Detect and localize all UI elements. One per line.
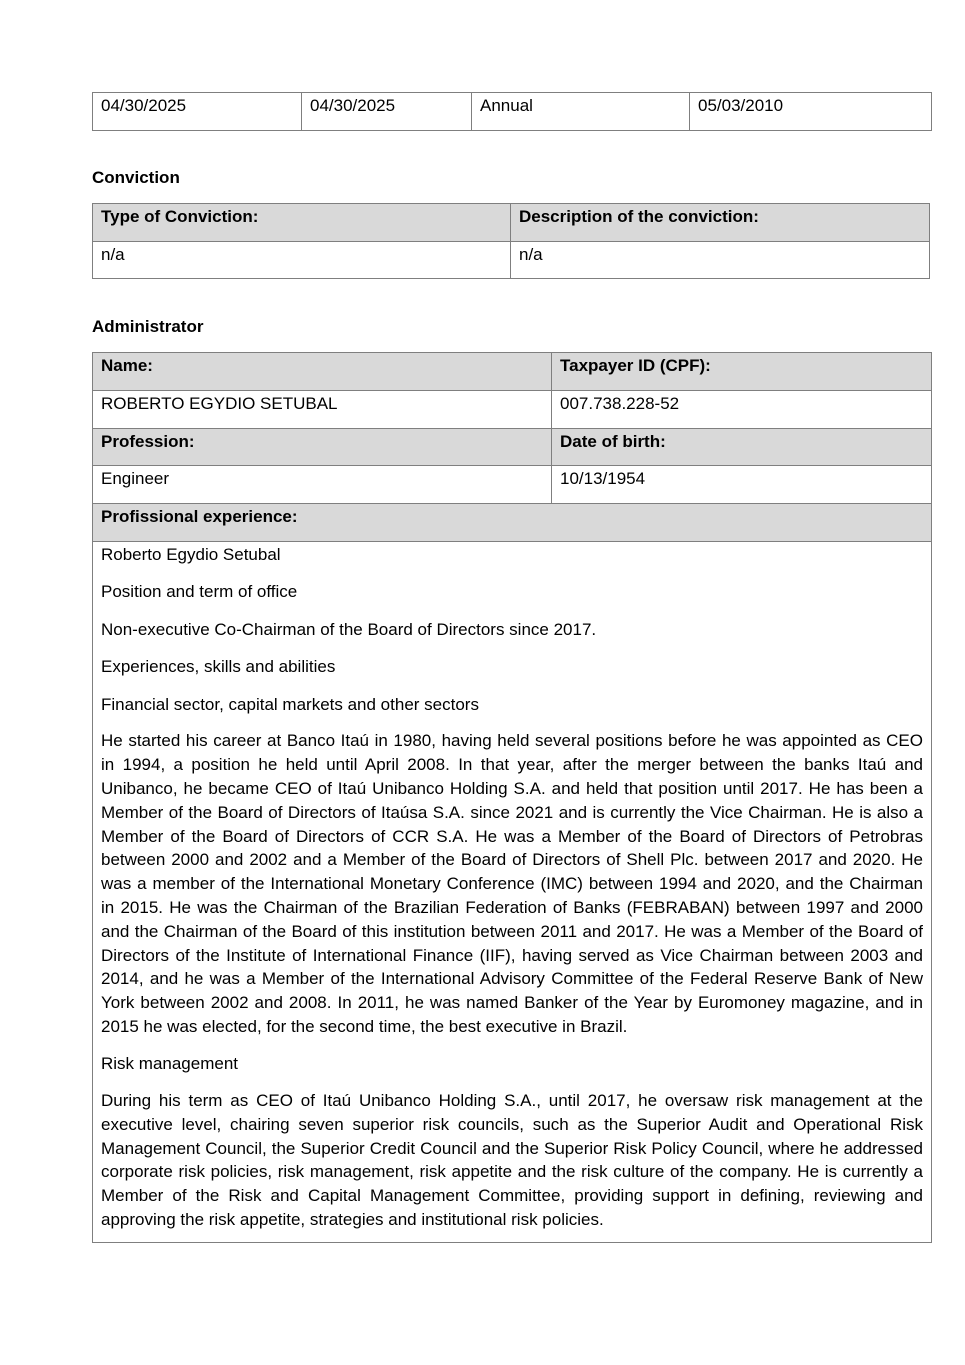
conviction-table bbox=[92, 203, 930, 279]
experience-risk-heading: Risk management bbox=[101, 1054, 239, 1074]
profession-value: Engineer bbox=[93, 466, 552, 504]
professional-experience-content bbox=[93, 542, 932, 1243]
term-cell-election-date: 04/30/2025 bbox=[93, 93, 302, 131]
conviction-title: Conviction bbox=[92, 168, 180, 187]
name-label: Name: bbox=[93, 353, 552, 391]
term-cell-investiture-date: 04/30/2025 bbox=[302, 93, 472, 131]
experience-position-heading: Position and term of office bbox=[101, 582, 298, 602]
term-cell-first-term-date: 05/03/2010 bbox=[690, 93, 932, 131]
conviction-type-header: Type of Conviction: bbox=[93, 204, 511, 242]
experience-career-paragraph: He started his career at Banco Itaú in 1980, having held several positions before he was appointed as CEO in 1994, a position he held until April 2008. In that year, after the merger between the banks Itaú and Unibanco, he became CEO of Itaú Unibanco Holding S.A. and held that position until 2017. He has been a Member of the Board of Directors of Itaúsa S.A. since 2021 and is currently the Vice Chairman. He is also a Member of the Board of Directors of CCR S.A. He was a Member of the Board of Directors of Petrobras between 2000 and 2002 and a Member of the Board of Directors of Shell Plc. between 2017 and 2020. He was a member of the International Monetary Conference (IMC) between 1994 and 2020, and the Chairman in 2015. He was the Chairman of the Brazilian Federation of Banks (FEBRABAN) between 1997 and 2000 and the Chairman of the Board of this institution between 2011 and 2017. He was a Member of the Board of Directors of the Institute of International Finance (IIF), having served as Vice Chairman between 2003 and 2014, and he was a Member of the International Advisory Committee of the Federal Reserve Bank of New York between 2002 and 2008. In 2011, he was named Banker of the Year by Euromoney magazine, and in 2015 he was elected, for the second time, the best executive in Brazil. bbox=[101, 731, 923, 1036]
taxpayer-id-label: Taxpayer ID (CPF): bbox=[552, 353, 932, 391]
administrator-title: Administrator bbox=[92, 317, 204, 336]
name-value: ROBERTO EGYDIO SETUBAL bbox=[93, 391, 552, 429]
conviction-description-value: n/a bbox=[511, 242, 930, 279]
experience-position-text: Non-executive Co-Chairman of the Board of Directors since 2017. bbox=[101, 619, 597, 639]
date-of-birth-label: Date of birth: bbox=[552, 429, 932, 466]
experience-risk-paragraph: During his term as CEO of Itaú Unibanco Holding S.A., until 2017, he oversaw risk management at the executive level, chairing seven superior risk councils, such as the Superior Audit and Operational Risk Management Council, the Superior Credit Council and the Superior Risk Policy Council, where he addressed corporate risk policies, risk management, risk appetite and the risk culture of the company. He is currently a Member of the Risk and Capital Management Committee, providing support in defining, reviewing and approving the risk appetite, strategies and institutional risk policies. bbox=[101, 1090, 923, 1229]
term-table bbox=[92, 92, 932, 131]
administrator-table bbox=[92, 352, 932, 1243]
taxpayer-id-value: 007.738.228-52 bbox=[552, 391, 932, 429]
conviction-type-value: n/a bbox=[93, 242, 511, 279]
professional-experience-label: Profissional experience: bbox=[93, 504, 932, 542]
conviction-description-header: Description of the conviction: bbox=[511, 204, 930, 242]
profession-label: Profession: bbox=[93, 429, 552, 466]
experience-skills-heading: Experiences, skills and abilities bbox=[101, 657, 336, 677]
experience-name: Roberto Egydio Setubal bbox=[101, 545, 281, 564]
experience-sectors-text: Financial sector, capital markets and other sectors bbox=[101, 694, 479, 714]
date-of-birth-value: 10/13/1954 bbox=[552, 466, 932, 504]
term-cell-term: Annual bbox=[472, 93, 690, 131]
